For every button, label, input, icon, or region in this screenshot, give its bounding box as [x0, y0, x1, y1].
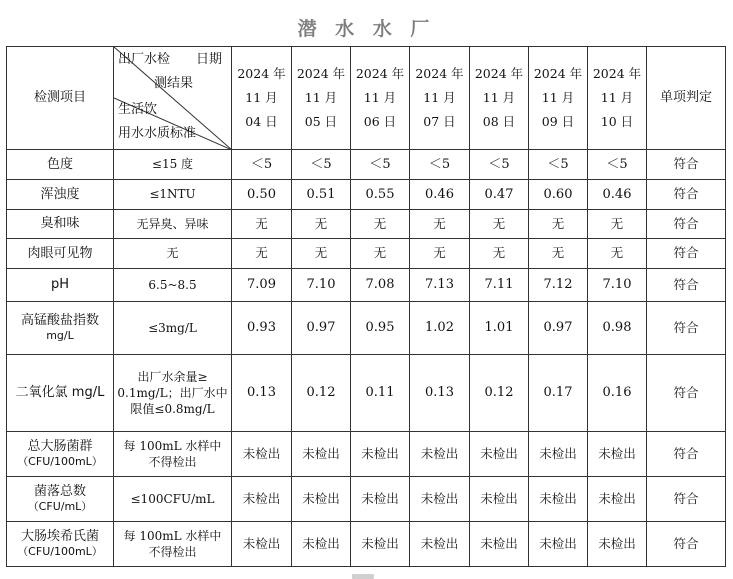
value-cell: 0.97: [529, 302, 588, 355]
value-cell: 无: [470, 239, 529, 269]
table-row: [7, 477, 726, 522]
item-cell: 浑浊度: [7, 180, 114, 210]
value-cell: ＜5: [529, 150, 588, 180]
value-cell: 未检出: [232, 432, 292, 477]
value-cell: 未检出: [232, 522, 292, 567]
item-cell: 菌落总数 （CFU/mL）: [7, 477, 114, 522]
value-cell: 7.11: [470, 269, 529, 302]
judge-cell: 符合: [647, 239, 726, 269]
diag-bot-label-1: 生活饮: [118, 102, 158, 117]
value-cell: 无: [410, 239, 470, 269]
value-cell: 7.10: [292, 269, 351, 302]
value-cell: 未检出: [292, 477, 351, 522]
header-row: [7, 47, 726, 150]
water-quality-table: [6, 46, 726, 567]
table-row: [7, 180, 726, 210]
value-cell: 无: [232, 210, 292, 239]
value-cell: 未检出: [588, 432, 647, 477]
value-cell: 0.13: [232, 355, 292, 432]
value-cell: 未检出: [292, 522, 351, 567]
date-cell-0: 2024 年 11 月 04 日: [232, 47, 292, 150]
table-row: [7, 355, 726, 432]
value-cell: 7.12: [529, 269, 588, 302]
value-cell: 0.16: [588, 355, 647, 432]
diag-mid-label: 测结果: [154, 76, 194, 91]
value-cell: ＜5: [470, 150, 529, 180]
value-cell: 7.10: [588, 269, 647, 302]
table-row: [7, 302, 726, 355]
value-cell: 0.60: [529, 180, 588, 210]
value-cell: ＜5: [292, 150, 351, 180]
value-cell: 无: [529, 239, 588, 269]
judge-cell: 符合: [647, 477, 726, 522]
value-cell: 未检出: [410, 522, 470, 567]
value-cell: 未检出: [529, 477, 588, 522]
item-cell: 总大肠菌群 （CFU/100mL）: [7, 432, 114, 477]
value-cell: 7.08: [351, 269, 410, 302]
standard-cell: ≤3mg/L: [114, 302, 232, 355]
value-cell: 0.50: [232, 180, 292, 210]
table-row: [7, 210, 726, 239]
value-cell: 0.12: [470, 355, 529, 432]
header-judge-label: 单项判定: [647, 47, 726, 150]
value-cell: 无: [410, 210, 470, 239]
value-cell: 无: [470, 210, 529, 239]
scroll-mark: [352, 574, 374, 579]
value-cell: 7.09: [232, 269, 292, 302]
item-cell: 二氧化氯 mg/L: [7, 355, 114, 432]
value-cell: 未检出: [529, 522, 588, 567]
item-cell: 臭和味: [7, 210, 114, 239]
table-row: [7, 269, 726, 302]
table-row: [7, 150, 726, 180]
value-cell: 0.12: [292, 355, 351, 432]
value-cell: 未检出: [470, 432, 529, 477]
value-cell: 未检出: [470, 522, 529, 567]
value-cell: 未检出: [410, 477, 470, 522]
standard-cell: 出厂水余量≥ 0.1mg/L；出厂水中 限值≤0.8mg/L: [114, 355, 232, 432]
value-cell: 未检出: [232, 477, 292, 522]
value-cell: 7.13: [410, 269, 470, 302]
item-cell: 肉眼可见物: [7, 239, 114, 269]
header-diagonal-cell: [114, 47, 232, 150]
value-cell: ＜5: [410, 150, 470, 180]
standard-cell: ≤1NTU: [114, 180, 232, 210]
date-cell-2: 2024 年 11 月 06 日: [351, 47, 410, 150]
standard-cell: 无异臭、异味: [114, 210, 232, 239]
value-cell: 未检出: [351, 432, 410, 477]
judge-cell: 符合: [647, 302, 726, 355]
judge-cell: 符合: [647, 269, 726, 302]
value-cell: 无: [232, 239, 292, 269]
standard-cell: 每 100mL 水样中 不得检出: [114, 432, 232, 477]
diag-bot-label-2: 用水水质标准: [118, 126, 197, 141]
value-cell: 0.93: [232, 302, 292, 355]
value-cell: 0.55: [351, 180, 410, 210]
judge-cell: 符合: [647, 522, 726, 567]
value-cell: 1.02: [410, 302, 470, 355]
date-cell-5: 2024 年 11 月 09 日: [529, 47, 588, 150]
date-cell-4: 2024 年 11 月 08 日: [470, 47, 529, 150]
value-cell: 0.95: [351, 302, 410, 355]
judge-cell: 符合: [647, 355, 726, 432]
value-cell: 未检出: [588, 522, 647, 567]
judge-cell: 符合: [647, 432, 726, 477]
value-cell: 0.17: [529, 355, 588, 432]
value-cell: 0.13: [410, 355, 470, 432]
item-cell: 色度: [7, 150, 114, 180]
value-cell: 未检出: [292, 432, 351, 477]
value-cell: 未检出: [588, 477, 647, 522]
table-row: [7, 522, 726, 567]
value-cell: 无: [529, 210, 588, 239]
value-cell: 0.98: [588, 302, 647, 355]
value-cell: 无: [588, 210, 647, 239]
value-cell: 未检出: [529, 432, 588, 477]
standard-cell: 6.5~8.5: [114, 269, 232, 302]
value-cell: 1.01: [470, 302, 529, 355]
header-item-label: 检测项目: [7, 47, 114, 150]
standard-cell: ≤100CFU/mL: [114, 477, 232, 522]
standard-cell: 无: [114, 239, 232, 269]
judge-cell: 符合: [647, 210, 726, 239]
value-cell: 0.47: [470, 180, 529, 210]
value-cell: 0.97: [292, 302, 351, 355]
diag-top-label-1: 出厂水检: [118, 52, 171, 67]
date-cell-3: 2024 年 11 月 07 日: [410, 47, 470, 150]
value-cell: ＜5: [232, 150, 292, 180]
page-title: 潜 水 水 厂: [297, 18, 436, 40]
value-cell: 未检出: [410, 432, 470, 477]
value-cell: 未检出: [470, 477, 529, 522]
value-cell: 0.46: [588, 180, 647, 210]
standard-cell: ≤15 度: [114, 150, 232, 180]
value-cell: 0.51: [292, 180, 351, 210]
standard-cell: 每 100mL 水样中 不得检出: [114, 522, 232, 567]
item-cell: 大肠埃希氏菌 （CFU/100mL）: [7, 522, 114, 567]
value-cell: 未检出: [351, 522, 410, 567]
value-cell: ＜5: [588, 150, 647, 180]
value-cell: 无: [292, 210, 351, 239]
value-cell: ＜5: [351, 150, 410, 180]
table-row: [7, 239, 726, 269]
value-cell: 无: [292, 239, 351, 269]
value-cell: 无: [588, 239, 647, 269]
value-cell: 无: [351, 210, 410, 239]
date-cell-1: 2024 年 11 月 05 日: [292, 47, 351, 150]
judge-cell: 符合: [647, 180, 726, 210]
value-cell: 无: [351, 239, 410, 269]
value-cell: 0.46: [410, 180, 470, 210]
item-cell: 高锰酸盐指数 mg/L: [7, 302, 114, 355]
judge-cell: 符合: [647, 150, 726, 180]
table-row: [7, 432, 726, 477]
value-cell: 0.11: [351, 355, 410, 432]
diag-top-label-2: 日期: [196, 52, 223, 67]
item-cell: pH: [7, 269, 114, 302]
date-cell-6: 2024 年 11 月 10 日: [588, 47, 647, 150]
value-cell: 未检出: [351, 477, 410, 522]
